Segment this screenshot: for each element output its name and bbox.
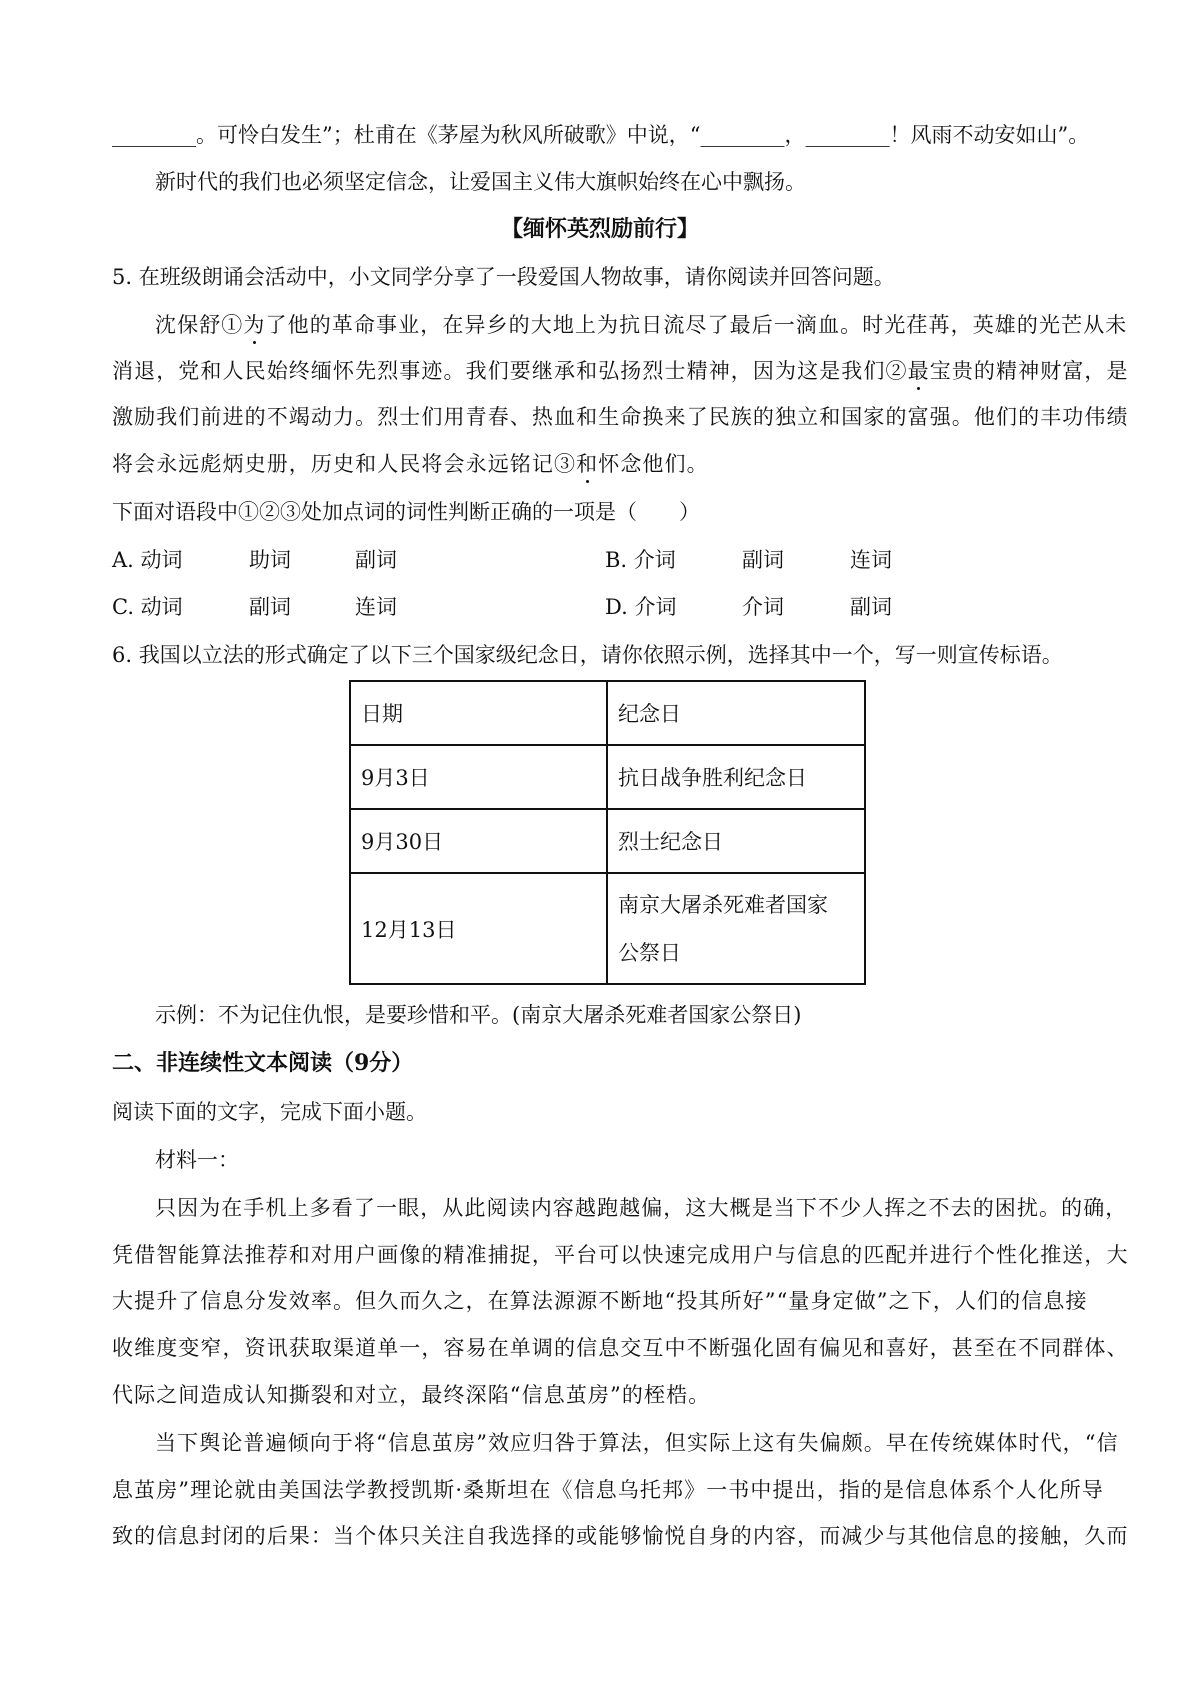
option-a-3: 副词 bbox=[355, 548, 397, 572]
table-header-day: 纪念日 bbox=[607, 681, 865, 745]
poem-fill-line: ________。可怜白发生”；杜甫在《茅屋为秋风所破歌》中说，“________，________！风雨不动安如山”。 bbox=[112, 123, 1090, 147]
option-d-3: 副词 bbox=[850, 595, 892, 619]
memorial-days-table bbox=[349, 680, 866, 985]
q5-passage-text: 怀念他们。 bbox=[598, 452, 709, 476]
table-header-date: 日期 bbox=[350, 681, 607, 745]
option-d-2: 介词 bbox=[742, 595, 784, 619]
option-b-2: 副词 bbox=[742, 548, 784, 572]
option-c-2: 副词 bbox=[249, 595, 291, 619]
table-cell-day bbox=[607, 873, 865, 984]
q5-stem: 5. 在班级朗诵会活动中，小文同学分享了一段爱国人物故事，请你阅读并回答问题。 bbox=[112, 265, 895, 289]
q5-passage-text: 沈保舒① bbox=[155, 313, 244, 337]
material-label: 材料一： bbox=[155, 1148, 239, 1172]
option-b-1: B. 介词 bbox=[605, 548, 676, 572]
q5-passage-text: 宝贵的精神财富，是 bbox=[929, 359, 1129, 383]
material-para-1-line: 只因为在手机上多看了一眼，从此阅读内容越跑越偏，这大概是当下不少人挥之不去的困扰。的确， bbox=[155, 1196, 1128, 1220]
material-para-1-line: 凭借智能算法推荐和对用户画像的精准捕捉，平台可以快速完成用户与信息的匹配并进行个性化推送，大 bbox=[112, 1243, 1129, 1267]
option-c-1: C. 动词 bbox=[112, 595, 183, 619]
dotted-word-1: 为 bbox=[243, 310, 265, 340]
material-para-2-line: 当下舆论普遍倾向于将“信息茧房”效应归咎于算法，但实际上这有失偏颇。早在传统媒体时代，“信 bbox=[155, 1431, 1119, 1455]
option-c-3: 连词 bbox=[355, 595, 397, 619]
table-row bbox=[350, 809, 865, 873]
option-a-2: 助词 bbox=[249, 548, 291, 572]
q5-passage-text: 消退，党和人民始终缅怀先烈事迹。我们要继承和弘扬烈士精神，因为这是我们② bbox=[112, 359, 908, 383]
dotted-word-3: 和 bbox=[576, 449, 598, 479]
q5-passage-line-1 bbox=[155, 310, 1127, 340]
table-cell-date: 9月3日 bbox=[350, 745, 607, 809]
material-para-2-line: 息茧房”理论就由美国法学教授凯斯·桑斯坦在《信息乌托邦》一书中提出，指的是信息体系个人化所导 bbox=[112, 1478, 1105, 1502]
table-cell-day: 抗日战争胜利纪念日 bbox=[607, 745, 865, 809]
option-a-1: A. 动词 bbox=[112, 548, 183, 572]
q5-passage-line-2 bbox=[112, 356, 1129, 386]
material-para-1-line: 大提升了信息分发效率。但久而久之，在算法源源不断地“投其所好”“量身定做”之下，人们的信息接 bbox=[112, 1289, 1088, 1313]
table-row bbox=[350, 745, 865, 809]
q5-passage-line-3: 激励我们前进的不竭动力。烈士们用青春、热血和生命换来了民族的独立和国家的富强。他们的丰功伟绩 bbox=[112, 405, 1129, 429]
table-cell-date: 9月30日 bbox=[350, 809, 607, 873]
option-d-1: D. 介词 bbox=[605, 595, 677, 619]
table-header-row bbox=[350, 681, 865, 745]
table-cell-date: 12月13日 bbox=[350, 873, 607, 984]
dotted-word-2: 最 bbox=[908, 356, 930, 386]
q5-passage-line-4 bbox=[112, 449, 709, 479]
q5-passage-text: 将会永远彪炳史册，历史和人民将会永远铭记③ bbox=[112, 452, 577, 476]
table-cell-day-line-1: 南京大屠杀死难者国家 bbox=[618, 892, 828, 917]
q6-stem: 6. 我国以立法的形式确定了以下三个国家级纪念日，请你依照示例，选择其中一个，写一则宣传标语。 bbox=[112, 643, 1063, 667]
section-2-intro: 阅读下面的文字，完成下面小题。 bbox=[112, 1100, 427, 1124]
material-para-1-line: 代际之间造成认知撕裂和对立，最终深陷“信息茧房”的桎梏。 bbox=[112, 1383, 711, 1407]
section-2-title: 二、非连续性文本阅读（9分） bbox=[112, 1050, 414, 1076]
material-para-1-line: 收维度变窄，资讯获取渠道单一，容易在单调的信息交互中不断强化固有偏见和喜好，甚至在不同群体、 bbox=[112, 1336, 1129, 1360]
material-para-2-line: 致的信息封闭的后果：当个体只关注自我选择的或能够愉悦自身的内容，而减少与其他信息的接触，久而 bbox=[112, 1524, 1129, 1548]
q6-example: 示例：不为记住仇恨，是要珍惜和平。(南京大屠杀死难者国家公祭日) bbox=[155, 1003, 802, 1027]
table-row bbox=[350, 873, 865, 984]
table-cell-day: 烈士纪念日 bbox=[607, 809, 865, 873]
q5-passage-text: 了他的革命事业，在异乡的大地上为抗日流尽了最后一滴血。时光荏苒，英雄的光芒从未 bbox=[265, 313, 1128, 337]
subsection-heading: 【缅怀英烈励前行】 bbox=[500, 216, 699, 242]
table-cell-day-line-2: 公祭日 bbox=[618, 940, 681, 965]
q5-question: 下面对语段中①②③处加点词的词性判断正确的一项是（ ） bbox=[112, 500, 700, 524]
closing-line: 新时代的我们也必须坚定信念，让爱国主义伟大旗帜始终在心中飘扬。 bbox=[155, 170, 806, 194]
option-b-3: 连词 bbox=[850, 548, 892, 572]
